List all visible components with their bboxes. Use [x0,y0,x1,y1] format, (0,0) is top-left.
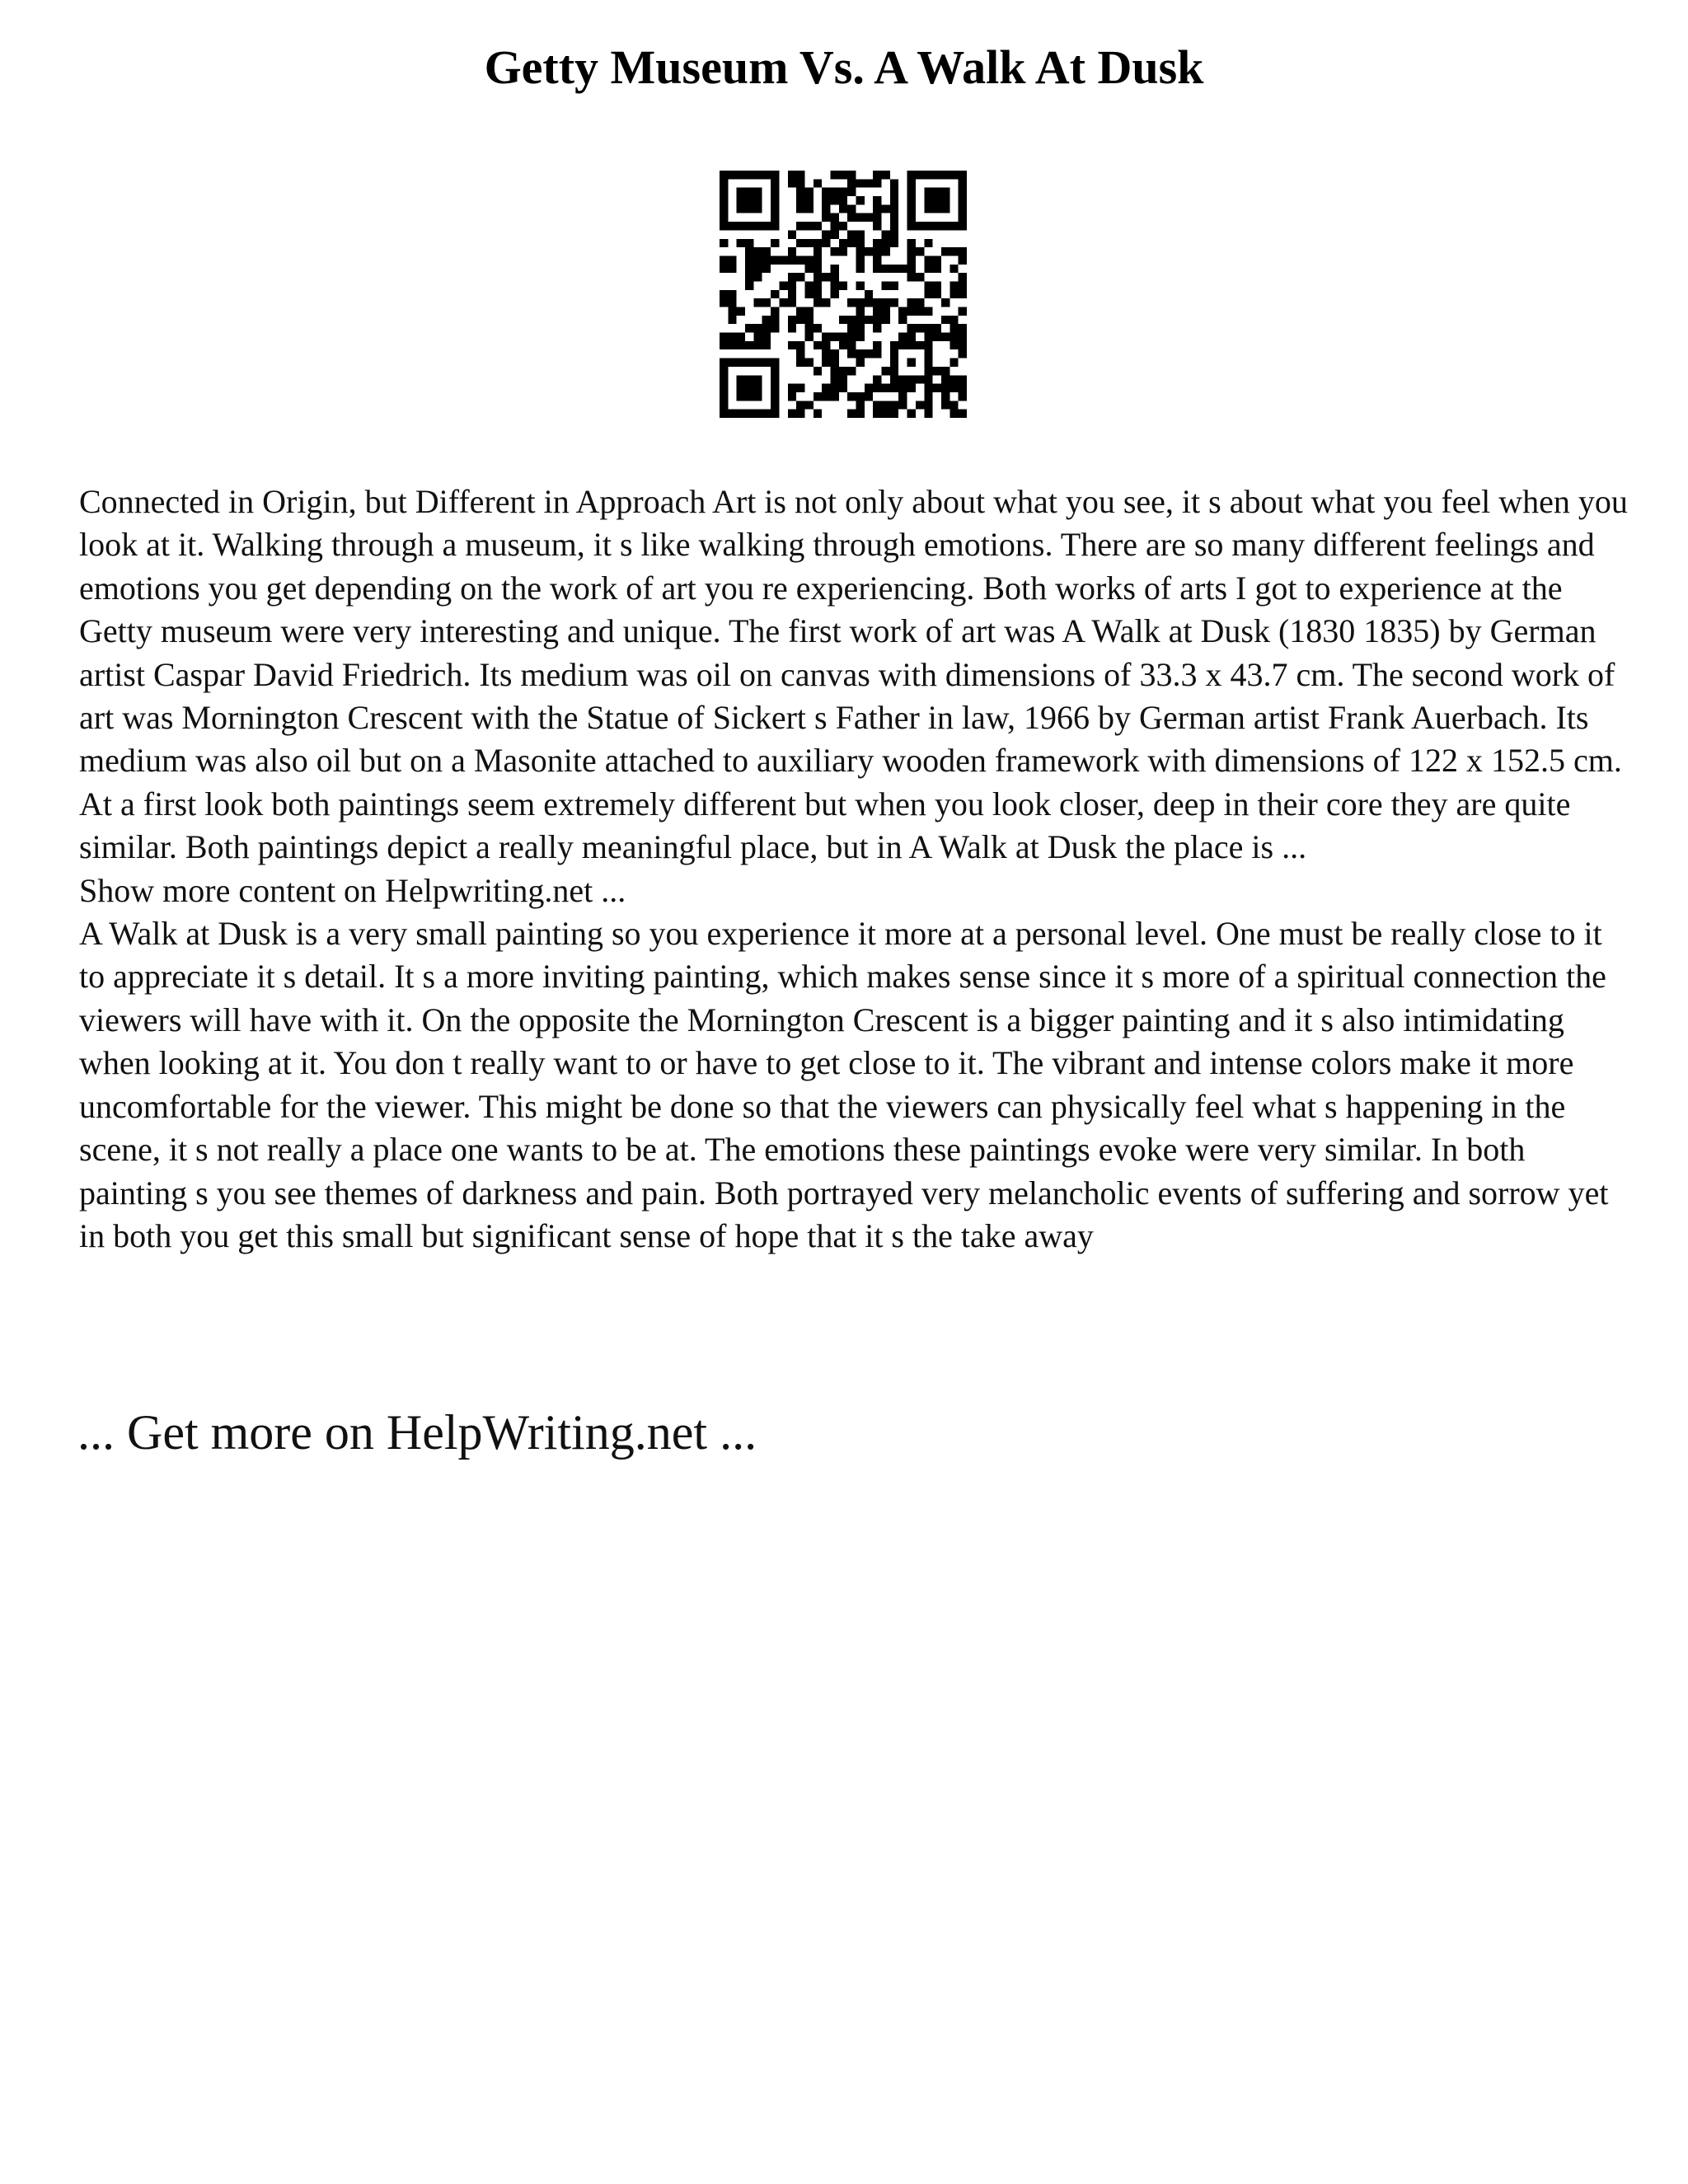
body-paragraph-2: A Walk at Dusk is a very small painting so you experience it more at a personal level. One must be really close to it to appreciate it s detail. It s a more inviting painting, which makes sense since it s more of a spiritual connection the viewers will have with it. On the opposite the Mornington Crescent is a bigger painting and it s also intimidating when looking at it. You don t really want to or have to get close to it. The vibrant and intense colors make it more uncomfortable for the viewer. This might be done so that the viewers can physically feel what s happening in the scene, it s not really a place one wants to be at. The emotions these paintings evoke were very similar. In both painting s you see themes of darkness and pain. Both portrayed very melancholic events of suffering and sorrow yet in both you get this small but significant sense of hope that it s the take away [79,915,1609,1254]
body-paragraph-1: Connected in Origin, but Different in Approach Art is not only about what you see, it s about what you feel when you look at it. Walking through a museum, it s like walking through emotions. There are so many different feelings and emotions you get depending on the work of art you re experiencing. Both works of arts I got to experience at the Getty museum were very interesting and unique. The first work of art was A Walk at Dusk (1830 1835) by German artist Caspar David Friedrich. Its medium was oil on canvas with dimensions of 33.3 x 43.7 cm. The second work of art was Mornington Crescent with the Statue of Sickert s Father in law, 1966 by German artist Frank Auerbach. Its medium was also oil but on a Masonite attached to auxiliary wooden framework with dimensions of 122 x 152.5 cm. At a first look both paintings seem extremely different but when you look closer, deep in their core they are quite similar. Both paintings depict a really meaningful place, but in A Walk at Dusk the place is ... [79,483,1628,866]
page-title: Getty Museum Vs. A Walk At Dusk [484,40,1204,94]
qr-code-graphic [720,171,967,418]
qr-code-icon[interactable] [720,171,967,418]
get-more-link[interactable]: ... Get more on HelpWriting.net ... [77,1405,757,1460]
show-more-link[interactable]: Show more content on Helpwriting.net ... [79,871,626,909]
document-body [79,480,1629,1258]
